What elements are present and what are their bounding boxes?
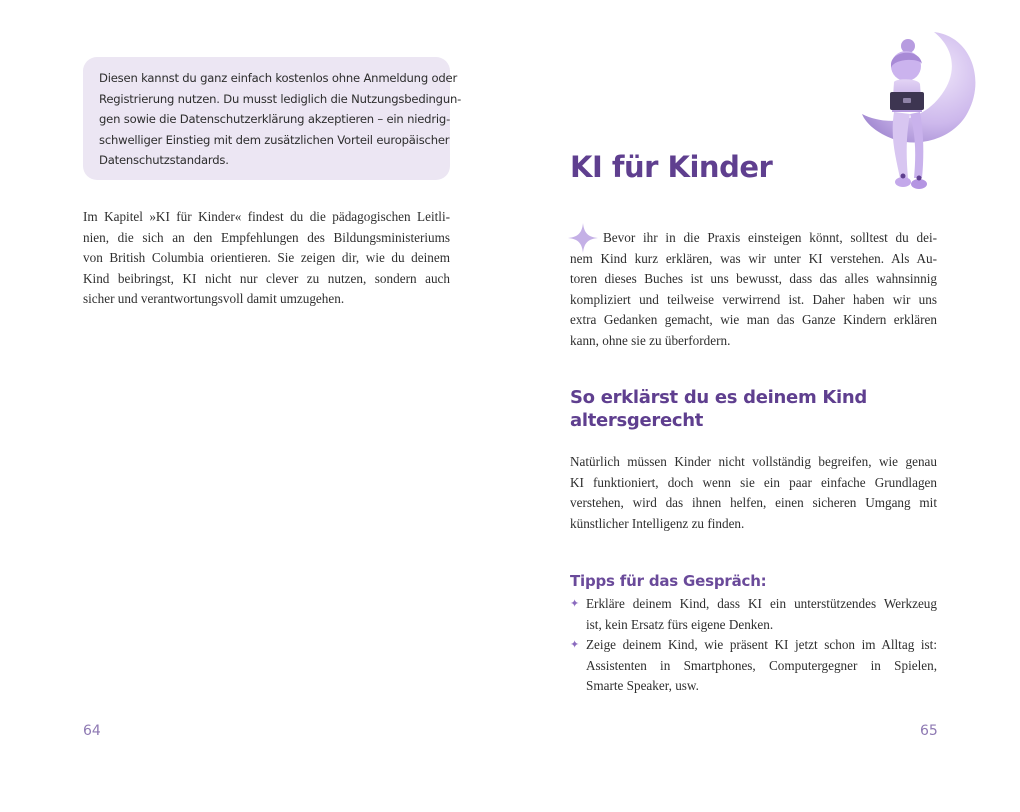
paragraph-line: toren dieses Buches ist uns bewusst, dass das alles wahnsinnig bbox=[570, 271, 937, 286]
section-paragraph bbox=[570, 452, 937, 534]
sparkle-bullet-icon: ✦ bbox=[570, 597, 580, 610]
info-callout-box bbox=[83, 57, 462, 180]
callout-line: Registrierung nutzen. Du musst lediglich die Nutzungsbedingun- bbox=[99, 91, 462, 106]
callout-line: gen sowie die Datenschutzerklärung akzeptieren – ein niedrig- bbox=[99, 112, 451, 126]
paragraph-line: Kind beibringst, KI nicht nur clever zu nutzen, sondern auch bbox=[83, 270, 450, 286]
tips-heading: Tipps für das Gespräch: bbox=[570, 572, 767, 590]
paragraph-line: Natürlich müssen Kinder nicht vollständig begreifen, wie genau bbox=[570, 454, 937, 469]
page-number-left: 64 bbox=[83, 723, 101, 739]
section-heading bbox=[570, 386, 937, 432]
paragraph-line: kompliziert und teilweise verwirrend ist. Daher haben wir uns bbox=[570, 291, 937, 307]
paragraph-line: KI funktioniert, doch wenn sie ein paar einfache Grundlagen bbox=[570, 474, 937, 490]
section-heading-line: altersgerecht bbox=[570, 410, 704, 431]
chapter-title: KI für Kinder bbox=[570, 150, 773, 184]
callout-line: Datenschutzstandards. bbox=[99, 153, 229, 167]
tip-line: Zeige deinem Kind, wie präsent KI jetzt schon im Alltag ist: bbox=[586, 637, 937, 652]
paragraph-line: Im Kapitel »KI für Kinder« findest du die pädagogischen Leitli- bbox=[83, 209, 450, 224]
paragraph-line: nien, die sich an den Empfehlungen des Bildungsministeriums bbox=[83, 229, 450, 245]
tip-item bbox=[570, 594, 937, 635]
tip-line: Smarte Speaker, usw. bbox=[586, 678, 699, 693]
girl-on-moon-illustration bbox=[860, 28, 980, 198]
tip-item bbox=[570, 635, 937, 697]
tips-list bbox=[570, 594, 937, 697]
paragraph-line: verstehen, wird das ihnen helfen, einen sicheren Umgang mit bbox=[570, 495, 937, 510]
left-body-paragraph bbox=[83, 207, 450, 310]
callout-line: Diesen kannst du ganz einfach kostenlos ohne Anmeldung oder bbox=[99, 71, 458, 85]
paragraph-line: kann, ohne sie zu überfordern. bbox=[570, 332, 731, 348]
paragraph-line: sicher und verantwortungsvoll damit umzugehen. bbox=[83, 291, 345, 306]
tip-line: Erkläre deinem Kind, dass KI ein unterstützendes Werkzeug bbox=[586, 596, 937, 611]
tip-line: ist, kein Ersatz fürs eigene Denken. bbox=[586, 616, 774, 632]
paragraph-line: extra Gedanken gemacht, wie man das Ganze Kindern erklären bbox=[570, 312, 937, 327]
paragraph-line: künstlicher Intelligenz zu finden. bbox=[570, 515, 745, 531]
section-heading-line: So erklärst du es deinem Kind bbox=[570, 387, 868, 408]
tip-line: Assistenten in Smartphones, Computergegner in Spielen, bbox=[586, 657, 937, 673]
intro-paragraph bbox=[570, 228, 937, 351]
sparkle-bullet-icon: ✦ bbox=[570, 638, 580, 651]
callout-line: schwelliger Einstieg mit dem zusätzlichen Vorteil europäischer bbox=[99, 132, 450, 147]
paragraph-line: Bevor ihr in die Praxis einsteigen könnt, solltest du dei- bbox=[603, 230, 937, 245]
paragraph-line: nem Kind kurz erklären, was wir unter KI verstehen. Als Au- bbox=[570, 250, 937, 266]
page-number-right: 65 bbox=[920, 723, 938, 739]
paragraph-line: von British Columbia orientieren. Sie zeigen dir, wie du deinem bbox=[83, 250, 450, 265]
